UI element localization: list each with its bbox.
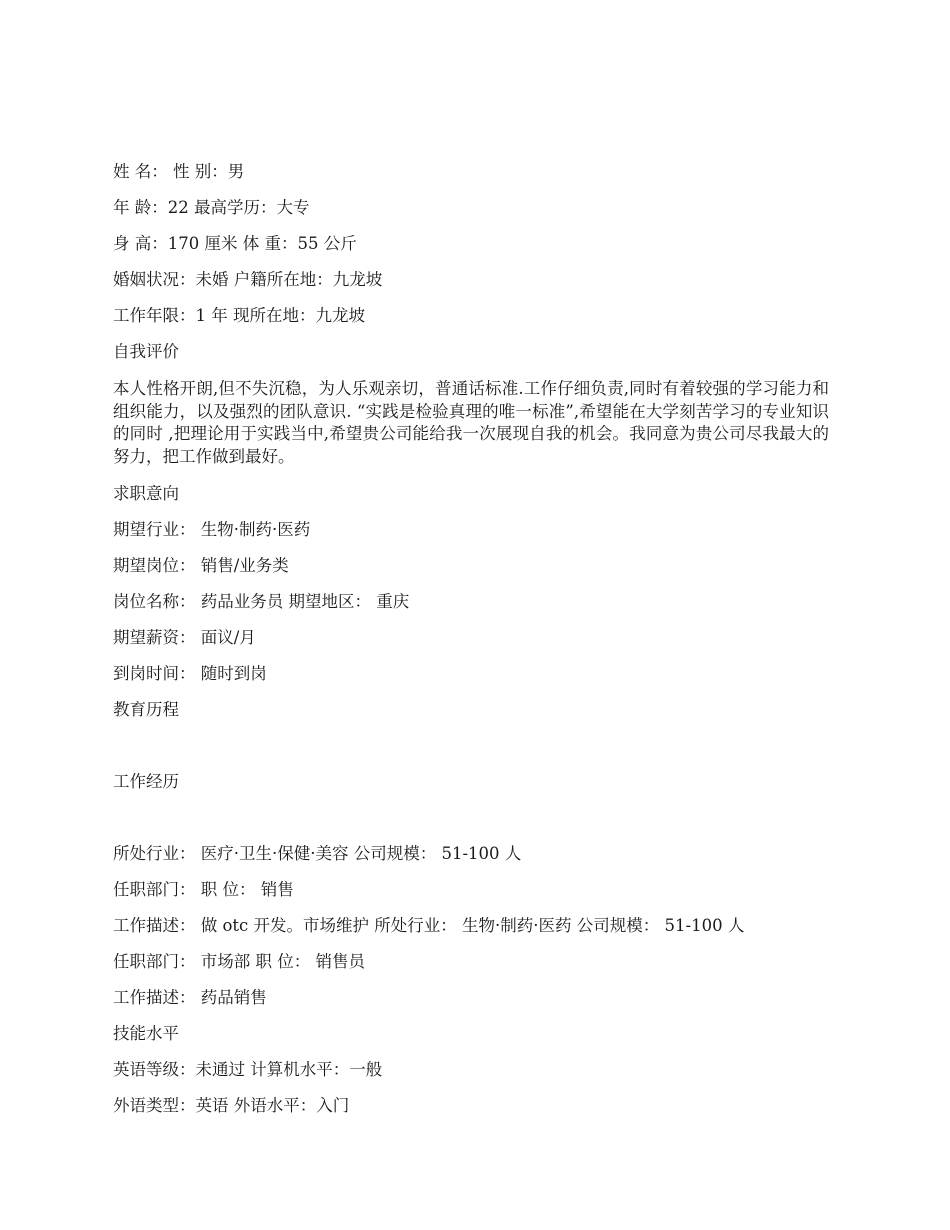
job-intention-heading: 求职意向 xyxy=(113,484,179,503)
expected-position-line: 期望岗位： 销售/业务类 xyxy=(113,556,289,575)
age-education-line: 年 龄：22 最高学历：大专 xyxy=(113,198,310,217)
english-computer-line: 英语等级：未通过 计算机水平：一般 xyxy=(113,1060,383,1079)
self-evaluation-paragraph: 本人性格开朗,但不失沉稳，为人乐观亲切，普通话标准.工作仔细负责,同时有着较强的学习能力和组织能力，以及强烈的团队意识. “实践是检验真理的唯一标准”,希望能在大学刻苦学习的专业知识的同时 ,把理论用于实践当中,希望贵公司能给我一次展现自我的机会。我同意为贵公司尽我最大的努力，把工作做到最好。 xyxy=(113,379,829,466)
skills-heading: 技能水平 xyxy=(113,1024,179,1043)
work-experience-empty-space xyxy=(113,808,833,844)
education-heading: 教育历程 xyxy=(113,700,179,719)
height-weight-line: 身 高：170 厘米 体 重：55 公斤 xyxy=(113,234,357,253)
foreign-language-line: 外语类型：英语 外语水平：入门 xyxy=(113,1096,350,1115)
work-years-location-line: 工作年限：1 年 现所在地：九龙坡 xyxy=(113,306,365,325)
work-experience-heading: 工作经历 xyxy=(113,772,179,791)
job-description-line-2: 工作描述： 药品销售 xyxy=(113,988,267,1007)
expected-industry-line: 期望行业： 生物·制药·医药 xyxy=(113,520,311,539)
start-time-line: 到岗时间： 随时到岗 xyxy=(113,664,267,683)
department-position-line-2: 任职部门： 市场部 职 位： 销售员 xyxy=(113,952,365,971)
resume-document xyxy=(113,162,833,1132)
self-evaluation-heading: 自我评价 xyxy=(113,342,179,361)
name-gender-line: 姓 名： 性 别：男 xyxy=(113,162,245,181)
position-region-line: 岗位名称： 药品业务员 期望地区： 重庆 xyxy=(113,592,410,611)
expected-salary-line: 期望薪资： 面议/月 xyxy=(113,628,256,647)
department-position-line: 任职部门： 职 位： 销售 xyxy=(113,880,294,899)
education-empty-space xyxy=(113,736,833,772)
marital-hukou-line: 婚姻状况：未婚 户籍所在地：九龙坡 xyxy=(113,270,383,289)
job-description-line: 工作描述： 做 otc 开发。市场维护 所处行业： 生物·制药·医药 公司规模： 51-100 人 xyxy=(113,916,745,935)
industry-size-line: 所处行业： 医疗·卫生·保健·美容 公司规模： 51-100 人 xyxy=(113,844,522,863)
